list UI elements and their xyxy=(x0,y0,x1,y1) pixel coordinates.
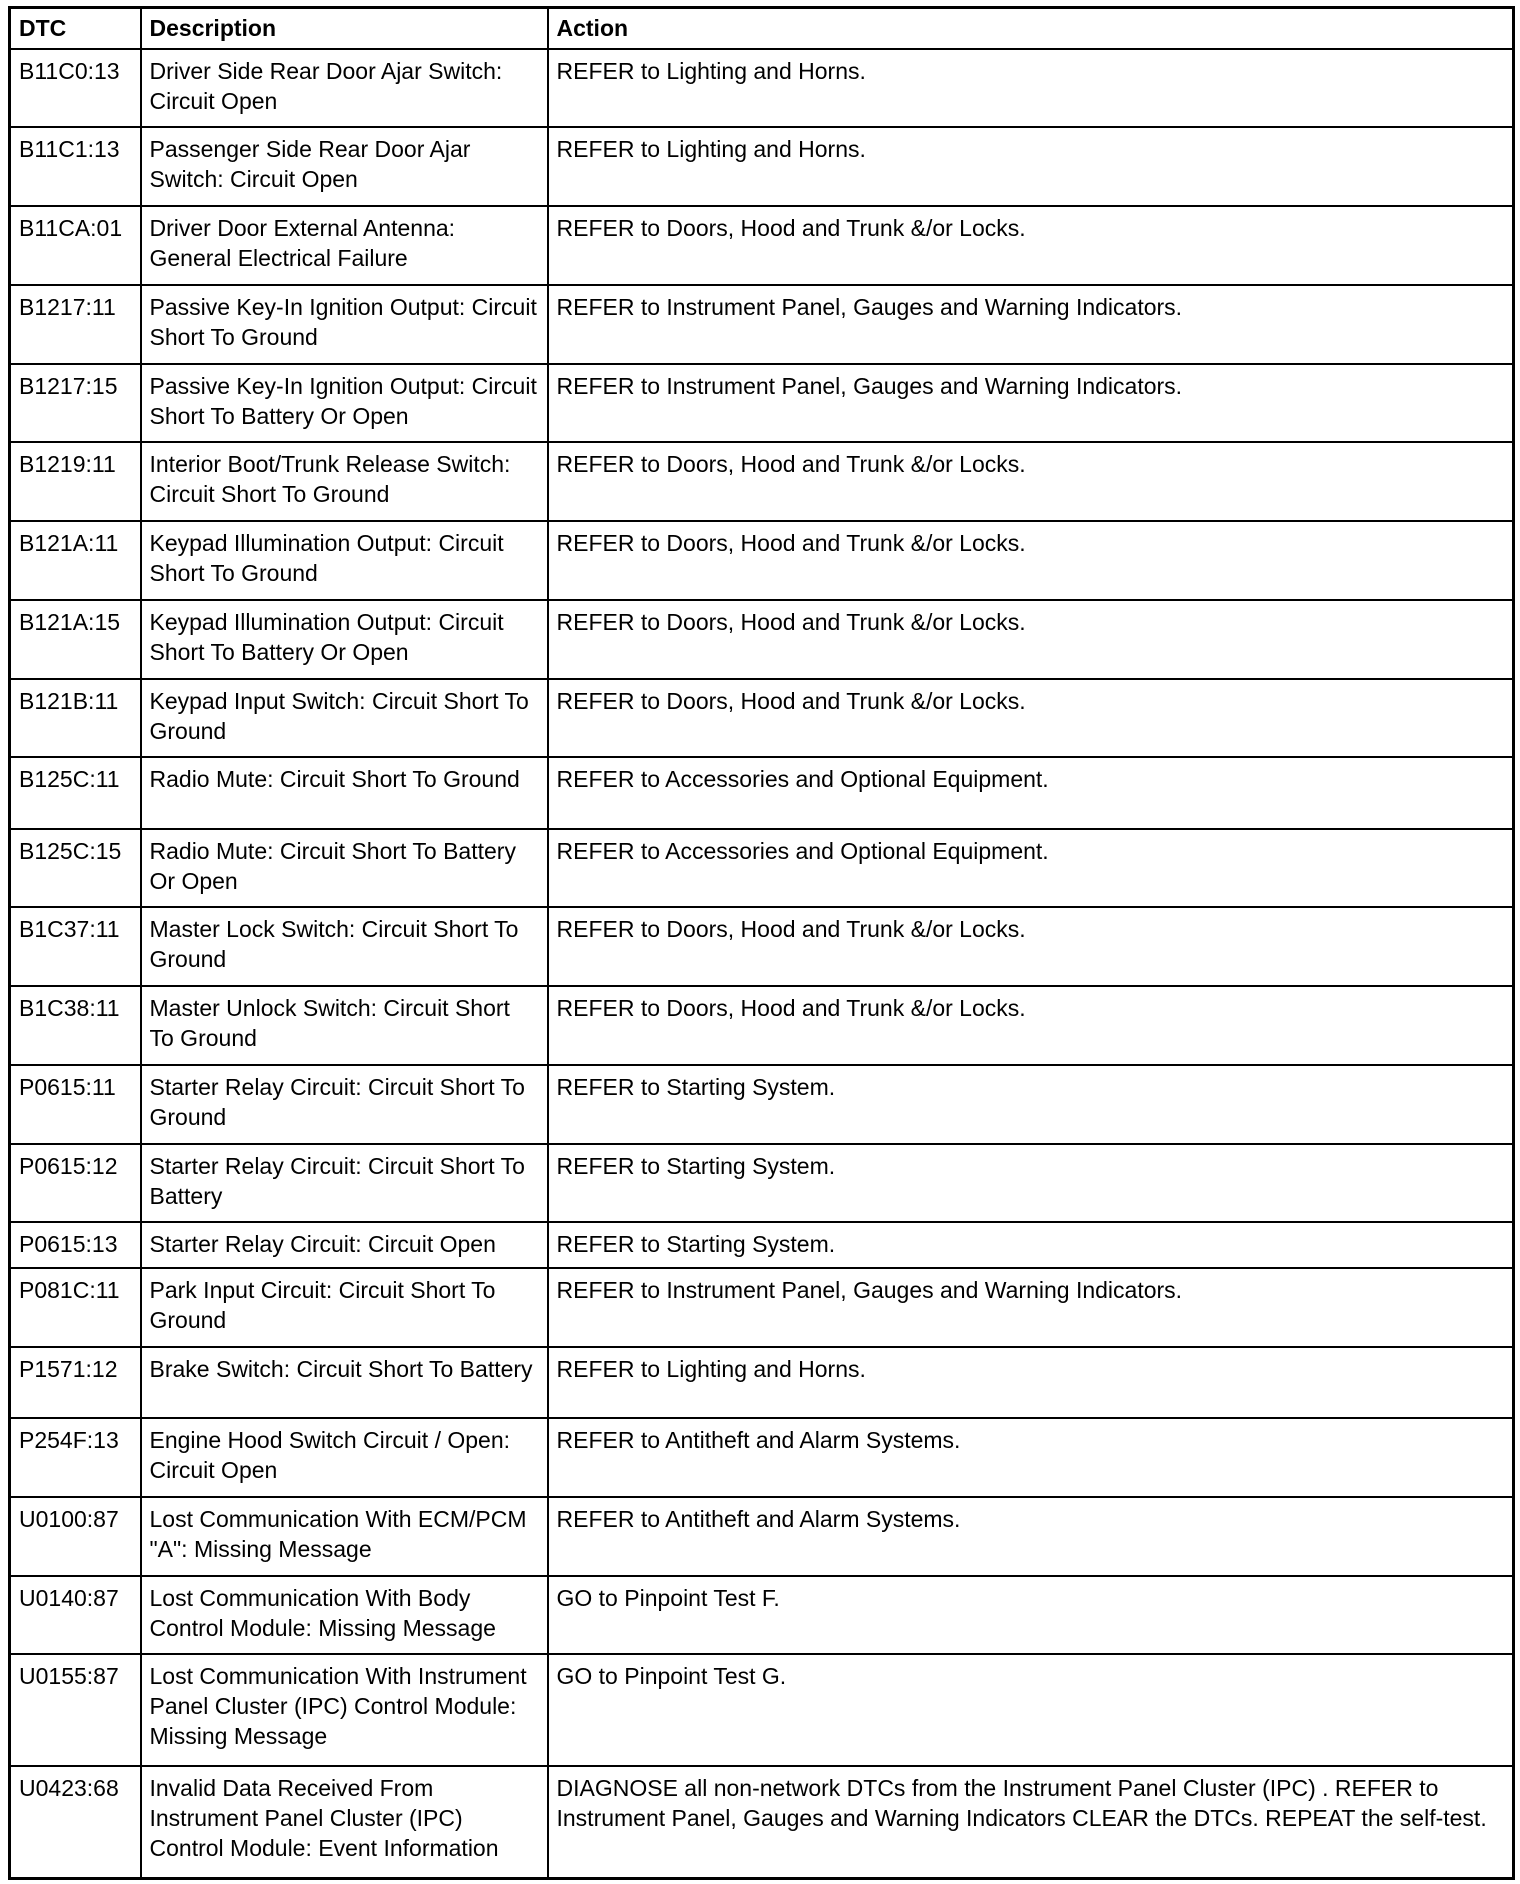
description-cell: Driver Door External Antenna: General Electrical Failure xyxy=(141,206,548,285)
action-cell: REFER to Antitheft and Alarm Systems. xyxy=(548,1418,1514,1497)
action-cell: REFER to Doors, Hood and Trunk &/or Locks. xyxy=(548,521,1514,600)
table-row xyxy=(10,907,1514,986)
dtc-cell: B121B:11 xyxy=(10,679,141,758)
dtc-cell: P254F:13 xyxy=(10,1418,141,1497)
action-cell: REFER to Doors, Hood and Trunk &/or Locks. xyxy=(548,442,1514,521)
table-row xyxy=(10,442,1514,521)
action-cell: REFER to Starting System. xyxy=(548,1222,1514,1268)
description-cell: Lost Communication With ECM/PCM "A": Missing Message xyxy=(141,1497,548,1576)
dtc-cell: P081C:11 xyxy=(10,1268,141,1347)
description-cell: Passenger Side Rear Door Ajar Switch: Circuit Open xyxy=(141,127,548,206)
description-cell: Park Input Circuit: Circuit Short To Ground xyxy=(141,1268,548,1347)
dtc-cell: B1219:11 xyxy=(10,442,141,521)
description-cell: Keypad Illumination Output: Circuit Short To Battery Or Open xyxy=(141,600,548,679)
table-row xyxy=(10,285,1514,364)
table-row xyxy=(10,521,1514,600)
dtc-table xyxy=(8,6,1515,1880)
table-row xyxy=(10,206,1514,285)
dtc-cell: B121A:11 xyxy=(10,521,141,600)
action-cell: REFER to Doors, Hood and Trunk &/or Locks. xyxy=(548,986,1514,1065)
dtc-cell: B125C:11 xyxy=(10,757,141,828)
action-cell: REFER to Lighting and Horns. xyxy=(548,49,1514,128)
dtc-cell: U0140:87 xyxy=(10,1576,141,1655)
description-cell: Invalid Data Received From Instrument Panel Cluster (IPC) Control Module: Event Information xyxy=(141,1766,548,1878)
description-cell: Starter Relay Circuit: Circuit Open xyxy=(141,1222,548,1268)
dtc-cell: B11C0:13 xyxy=(10,49,141,128)
description-cell: Interior Boot/Trunk Release Switch: Circuit Short To Ground xyxy=(141,442,548,521)
header-row xyxy=(10,8,1514,49)
table-body xyxy=(10,49,1514,1879)
dtc-cell: B1C38:11 xyxy=(10,986,141,1065)
table-row xyxy=(10,1222,1514,1268)
table-row xyxy=(10,679,1514,758)
table-row xyxy=(10,364,1514,443)
dtc-cell: P1571:12 xyxy=(10,1347,141,1418)
table-row xyxy=(10,1497,1514,1576)
table-row xyxy=(10,1766,1514,1878)
dtc-cell: P0615:12 xyxy=(10,1144,141,1223)
action-cell: REFER to Doors, Hood and Trunk &/or Locks. xyxy=(548,907,1514,986)
action-cell: REFER to Doors, Hood and Trunk &/or Locks. xyxy=(548,600,1514,679)
table-row xyxy=(10,1347,1514,1418)
action-cell: GO to Pinpoint Test F. xyxy=(548,1576,1514,1655)
table-row xyxy=(10,1268,1514,1347)
action-cell: REFER to Accessories and Optional Equipment. xyxy=(548,829,1514,908)
description-cell: Lost Communication With Body Control Module: Missing Message xyxy=(141,1576,548,1655)
description-cell: Engine Hood Switch Circuit / Open: Circuit Open xyxy=(141,1418,548,1497)
description-cell: Radio Mute: Circuit Short To Battery Or Open xyxy=(141,829,548,908)
dtc-cell: P0615:13 xyxy=(10,1222,141,1268)
table-row xyxy=(10,127,1514,206)
action-cell: DIAGNOSE all non-network DTCs from the Instrument Panel Cluster (IPC) . REFER to Instrument Panel, Gauges and Warning Indicators CLEAR the DTCs. REPEAT the self-test. xyxy=(548,1766,1514,1878)
description-cell: Driver Side Rear Door Ajar Switch: Circuit Open xyxy=(141,49,548,128)
description-cell: Passive Key-In Ignition Output: Circuit Short To Battery Or Open xyxy=(141,364,548,443)
action-cell: REFER to Antitheft and Alarm Systems. xyxy=(548,1497,1514,1576)
action-cell: REFER to Doors, Hood and Trunk &/or Locks. xyxy=(548,206,1514,285)
table-row xyxy=(10,757,1514,828)
table-header xyxy=(10,8,1514,49)
table-row xyxy=(10,1576,1514,1655)
description-cell: Brake Switch: Circuit Short To Battery xyxy=(141,1347,548,1418)
action-cell: REFER to Accessories and Optional Equipment. xyxy=(548,757,1514,828)
dtc-cell: U0100:87 xyxy=(10,1497,141,1576)
description-cell: Passive Key-In Ignition Output: Circuit Short To Ground xyxy=(141,285,548,364)
description-cell: Keypad Illumination Output: Circuit Short To Ground xyxy=(141,521,548,600)
action-cell: REFER to Doors, Hood and Trunk &/or Locks. xyxy=(548,679,1514,758)
dtc-cell: P0615:11 xyxy=(10,1065,141,1144)
action-cell: REFER to Starting System. xyxy=(548,1065,1514,1144)
table-row xyxy=(10,1065,1514,1144)
description-cell: Keypad Input Switch: Circuit Short To Ground xyxy=(141,679,548,758)
dtc-cell: B11C1:13 xyxy=(10,127,141,206)
dtc-cell: U0155:87 xyxy=(10,1654,141,1766)
dtc-cell: B1217:15 xyxy=(10,364,141,443)
dtc-cell: B11CA:01 xyxy=(10,206,141,285)
action-cell: REFER to Starting System. xyxy=(548,1144,1514,1223)
header-dtc: DTC xyxy=(10,8,141,49)
action-cell: GO to Pinpoint Test G. xyxy=(548,1654,1514,1766)
table-row xyxy=(10,1418,1514,1497)
table-row xyxy=(10,1144,1514,1223)
description-cell: Starter Relay Circuit: Circuit Short To Ground xyxy=(141,1065,548,1144)
table-row xyxy=(10,49,1514,128)
action-cell: REFER to Lighting and Horns. xyxy=(548,127,1514,206)
dtc-cell: U0423:68 xyxy=(10,1766,141,1878)
dtc-cell: B1C37:11 xyxy=(10,907,141,986)
header-action: Action xyxy=(548,8,1514,49)
table-row xyxy=(10,1654,1514,1766)
table-row xyxy=(10,600,1514,679)
dtc-cell: B125C:15 xyxy=(10,829,141,908)
action-cell: REFER to Instrument Panel, Gauges and Warning Indicators. xyxy=(548,285,1514,364)
action-cell: REFER to Instrument Panel, Gauges and Warning Indicators. xyxy=(548,364,1514,443)
table-row xyxy=(10,829,1514,908)
description-cell: Starter Relay Circuit: Circuit Short To Battery xyxy=(141,1144,548,1223)
action-cell: REFER to Instrument Panel, Gauges and Warning Indicators. xyxy=(548,1268,1514,1347)
description-cell: Lost Communication With Instrument Panel Cluster (IPC) Control Module: Missing Message xyxy=(141,1654,548,1766)
description-cell: Master Unlock Switch: Circuit Short To Ground xyxy=(141,986,548,1065)
description-cell: Radio Mute: Circuit Short To Ground xyxy=(141,757,548,828)
action-cell: REFER to Lighting and Horns. xyxy=(548,1347,1514,1418)
header-description: Description xyxy=(141,8,548,49)
table-row xyxy=(10,986,1514,1065)
dtc-cell: B1217:11 xyxy=(10,285,141,364)
description-cell: Master Lock Switch: Circuit Short To Ground xyxy=(141,907,548,986)
dtc-cell: B121A:15 xyxy=(10,600,141,679)
